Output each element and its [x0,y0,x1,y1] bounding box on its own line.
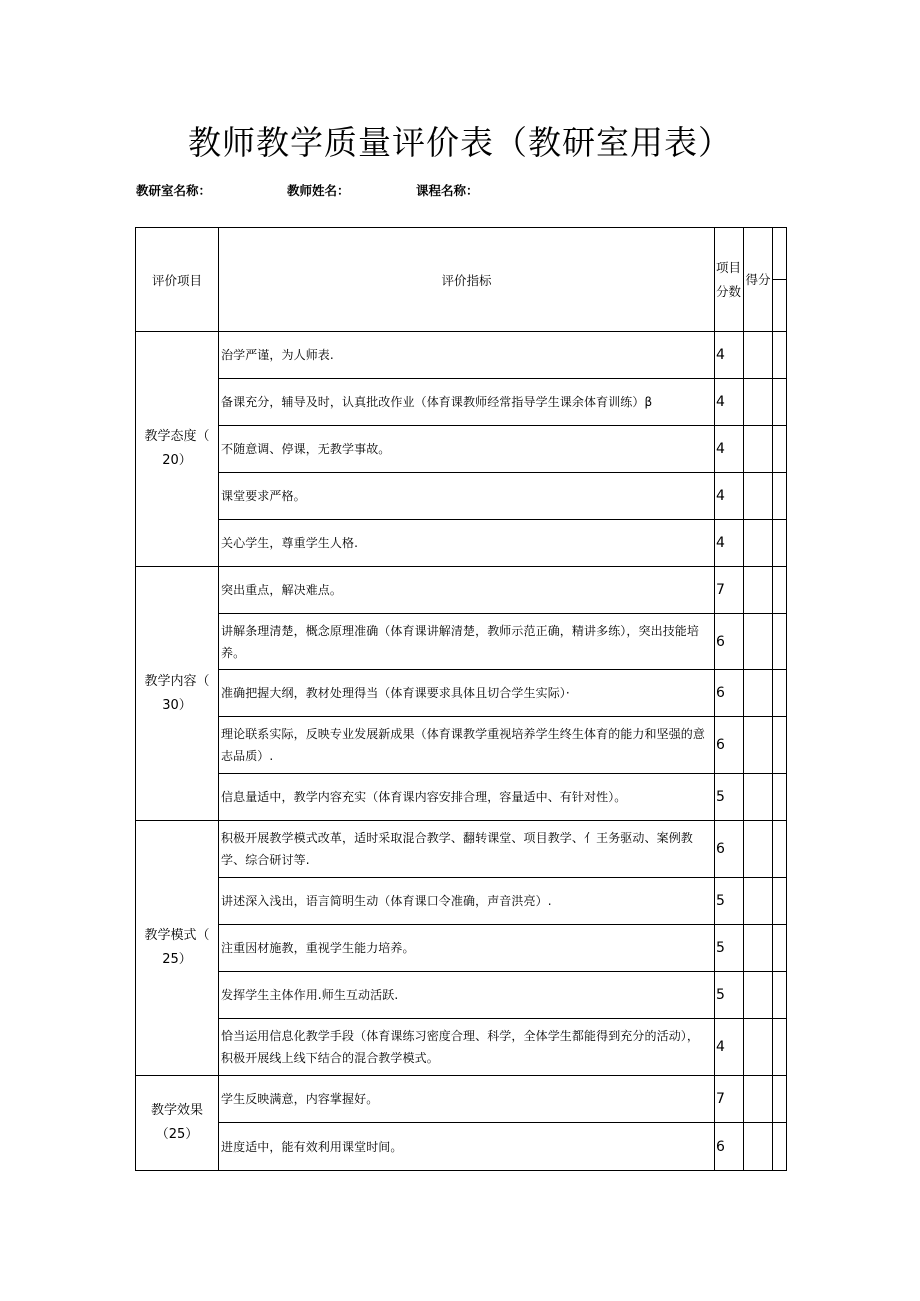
score-cell[interactable] [744,878,773,925]
table-row [136,670,787,717]
score-cell[interactable] [744,821,773,878]
item-points: 5 [715,972,744,1019]
extra-cell [773,774,787,821]
indicator-text: 讲解条理清楚，概念原理准确（体育课讲解清楚，教师示范正确，精讲多练），突出技能培养。 [219,614,715,670]
category-name: 教学模式（ [144,928,210,943]
indicator-text: 准确把握大纲，教材处理得当（体育课要求具体且切合学生实际）· [219,670,715,717]
category-cell [136,821,219,1076]
header-points: 项目分数 [715,228,744,332]
score-cell[interactable] [744,925,773,972]
item-points: 4 [715,1019,744,1076]
indicator-text: 注重因材施教，重视学生能力培养。 [219,925,715,972]
score-cell[interactable] [744,614,773,670]
table-row [136,332,787,379]
extra-cell [773,332,787,379]
score-cell[interactable] [744,972,773,1019]
table-row [136,925,787,972]
table-row [136,1019,787,1076]
header-indicator: 评价指标 [219,228,715,332]
extra-cell [773,520,787,567]
item-points: 6 [715,1123,744,1171]
indicator-text: 恰当运用信息化教学手段（体育课练习密度合理、科学，全体学生都能得到充分的活动），积极开展线上线下结合的混合教学模式。 [219,1019,715,1076]
page-title: 教师教学质量评价表（教研室用表） [188,123,732,162]
indicator-text: 积极开展教学模式改革，适时采取混合教学、翻转课堂、项目教学、亻王务驱动、案例教学、综合研讨等. [219,821,715,878]
item-points: 6 [715,614,744,670]
extra-cell [773,878,787,925]
extra-cell [773,1019,787,1076]
table-row [136,878,787,925]
extra-cell [773,925,787,972]
table-row [136,614,787,670]
indicator-text: 讲述深入浅出，语言简明生动（体育课口令准确，声音洪亮）. [219,878,715,925]
extra-cell [773,972,787,1019]
score-cell[interactable] [744,1019,773,1076]
category-score: 20） [162,453,192,468]
item-points: 4 [715,332,744,379]
item-points: 4 [715,520,744,567]
item-points: 4 [715,426,744,473]
item-points: 4 [715,379,744,426]
item-points: 7 [715,567,744,614]
item-points: 6 [715,670,744,717]
item-points: 5 [715,878,744,925]
item-points: 5 [715,925,744,972]
score-cell[interactable] [744,774,773,821]
score-cell[interactable] [744,473,773,520]
indicator-text: 治学严谨，为人师表. [219,332,715,379]
category-name: 教学内容（ [144,673,210,689]
indicator-text: 学生反映满意，内容掌握好。 [219,1076,715,1123]
department-name-label: 教研室名称： [136,183,212,198]
category-cell [136,1076,219,1171]
indicator-text: 发挥学生主体作用.师生互动活跃. [219,972,715,1019]
extra-cell [773,567,787,614]
category-score: （25） [155,1127,199,1142]
indicator-text: 理论联系实际，反映专业发展新成果（体育课教学重视培养学生终生体育的能力和坚强的意志品质）. [219,717,715,774]
indicator-text: 备课充分，辅导及时，认真批改作业（体育课教师经常指导学生课余体育训练）β [219,379,715,426]
table-row [136,774,787,821]
teacher-name-label: 教师姓名： [287,183,350,198]
table-row [136,1123,787,1171]
table-row [136,473,787,520]
indicator-text: 课堂要求严格。 [219,473,715,520]
score-cell[interactable] [744,567,773,614]
score-cell[interactable] [744,426,773,473]
table-row [136,821,787,878]
score-cell[interactable] [744,332,773,379]
indicator-text: 突出重点，解决难点。 [219,567,715,614]
score-cell[interactable] [744,670,773,717]
indicator-text: 关心学生，尊重学生人格. [219,520,715,567]
category-score: 25） [162,952,192,967]
extra-cell [773,426,787,473]
score-cell[interactable] [744,379,773,426]
extra-cell [773,473,787,520]
evaluation-table [135,227,787,1171]
table-row [136,426,787,473]
extra-cell [773,670,787,717]
extra-cell [773,614,787,670]
extra-cell [773,379,787,426]
score-cell[interactable] [744,1076,773,1123]
table-header-row [136,228,787,280]
header-item: 评价项目 [136,228,219,332]
extra-cell [773,1123,787,1171]
course-name-label: 课程名称： [416,183,479,198]
table-row [136,717,787,774]
table-row [136,520,787,567]
table-row [136,379,787,426]
header-score: 得分 [744,228,773,332]
category-score: 30） [162,697,192,713]
extra-cell [773,717,787,774]
category-name: 教学效果 [150,1103,203,1118]
table-row [136,567,787,614]
score-cell[interactable] [744,1123,773,1171]
item-points: 4 [715,473,744,520]
extra-cell [773,1076,787,1123]
category-cell [136,332,219,567]
extra-cell [773,821,787,878]
category-name: 教学态度（ [144,429,210,444]
item-points: 6 [715,717,744,774]
table-row [136,1076,787,1123]
item-points: 6 [715,821,744,878]
header-extra-cell [773,280,787,332]
table-row [136,972,787,1019]
indicator-text: 不随意调、停课，无教学事故。 [219,426,715,473]
item-points: 7 [715,1076,744,1123]
header-extra-cell [773,228,787,280]
category-cell [136,567,219,821]
indicator-text: 进度适中，能有效利用课堂时间。 [219,1123,715,1171]
item-points: 5 [715,774,744,821]
indicator-text: 信息量适中，教学内容充实（体育课内容安排合理，容量适中、有针对性）。 [219,774,715,821]
score-cell[interactable] [744,520,773,567]
score-cell[interactable] [744,717,773,774]
